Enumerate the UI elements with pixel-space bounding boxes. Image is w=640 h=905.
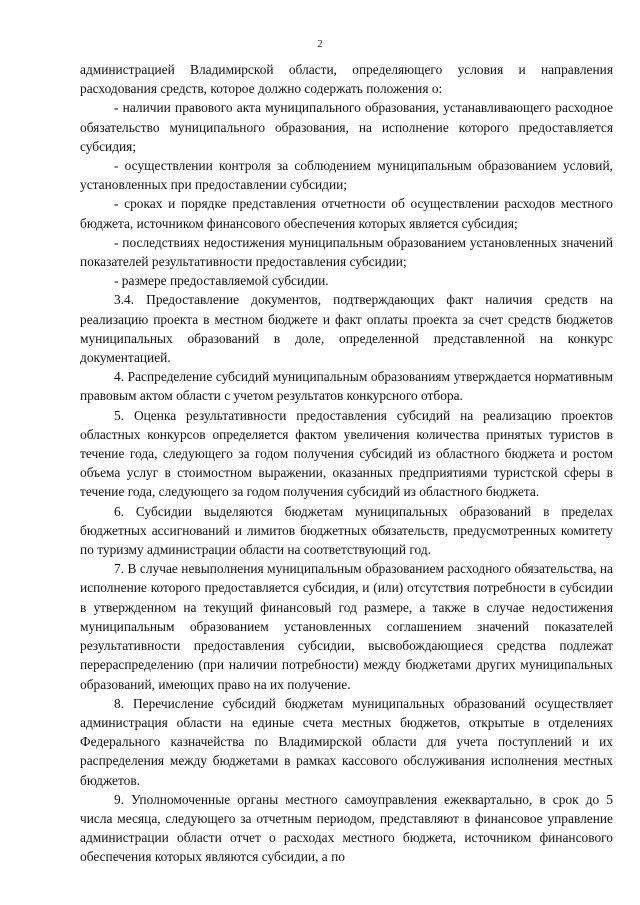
list-item-control: - осуществлении контроля за соблюдением муниципальным образованием условий, установленных при предоставлении субсидии;: [80, 158, 613, 193]
list-item-subsidy-size: - размере предоставляемой субсидии.: [114, 273, 329, 289]
paragraph-continuation: администрацией Владимирской области, определяющего условия и направления расходования средств, которое должно содержать положения о:: [80, 62, 613, 97]
list-item-consequences: - последствиях недостижения муниципальным образованием установленных значений показателей результативности предоставления субсидии;: [80, 234, 613, 270]
clause-7: 7. В случае невыполнения муниципальным образованием расходного обязательства, на исполнение которого предоставляется субсидия, и (или) отсутствия потребности в субсидии в утвержденном на текущий финансовый год размере, а также в случае недостижения муниципальным образованием установленных соглашением значений показателей результативности предоставления субсидии, высвобождающиеся средства подлежат перераспределению (при наличии потребности) между бюджетами других муниципальных образований, имеющих право на их получение.: [80, 561, 613, 692]
list-item-reporting: - сроках и порядке представления отчетности об осуществлении расходов местного бюджета, источником финансового обеспечения которых является субсидия;: [80, 196, 613, 231]
clause-5: 5. Оценка результативности предоставления субсидий на реализацию проектов областных конкурсов определяется фактом увеличения количества принятых туристов в течение года, следующего за годом получения субсидий из областного бюджета и ростом объема услуг в стоимостном выражении, оказанных предприятиями туристской сферы в течение года, следующего за годом получения субсидий из областного бюджета.: [80, 407, 613, 500]
page-number: 2: [317, 38, 323, 50]
document-body: [80, 60, 613, 867]
clause-6: 6. Субсидии выделяются бюджетам муниципальных образований в пределах бюджетных ассигнований и лимитов бюджетных обязательств, предусмотренных комитету по туризму администрации области на соответствующий год.: [80, 503, 613, 558]
clause-8: 8. Перечисление субсидий бюджетам муниципальных образований осуществляет администрация области на единые счета местных бюджетов, открытые в отделениях Федерального казначейства по Владимирской области для учета поступлений и их распределения между бюджетами в рамках кассового обслуживания исполнения местных бюджетов.: [80, 695, 613, 788]
clause-4: 4. Распределение субсидий муниципальным образованиям утверждается нормативным правовым актом области с учетом результатов конкурсного отбора.: [80, 369, 613, 404]
clause-9: 9. Уполномоченные органы местного самоуправления ежеквартально, в срок до 5 числа месяца, следующего за отчетным периодом, представляют в финансовое управление администрации области отчет о расходах местного бюджета, источником финансового обеспечения которых являются субсидии, а по: [80, 791, 613, 865]
list-item-legal-act: - наличии правового акта муниципального образования, устанавливающего расходное обязательство муниципального образования, на исполнение которого предоставляется субсидия;: [80, 100, 613, 154]
clause-3-4: 3.4. Предоставление документов, подтверждающих факт наличия средств на реализацию проекта в местном бюджете и факт оплаты проекта за счет средств бюджетов муниципальных образований в доле, определенной представленной на конкурс документацией.: [80, 292, 613, 366]
